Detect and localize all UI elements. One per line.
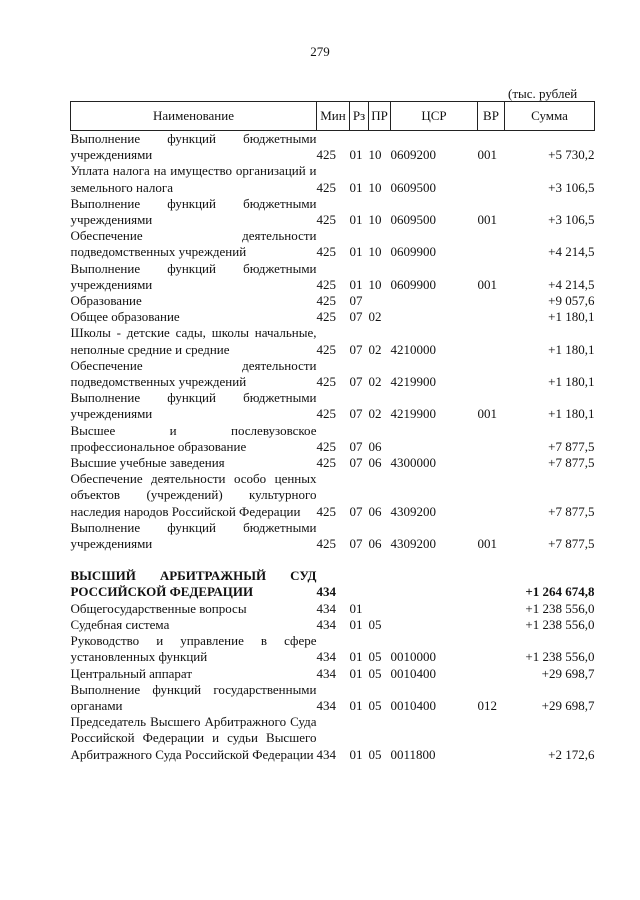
row-section-code: 01 [349, 600, 363, 616]
row-expense-type-code: 012 [477, 697, 497, 713]
row-amount: +1 264 674,8 [525, 584, 595, 600]
row-name: Выполнение функций бюджетными учреждениями [70, 131, 317, 163]
row-expense-type-code [478, 601, 505, 617]
row-subsection-code: 10 [368, 212, 382, 228]
row-target-article-code: 0609200 [390, 147, 436, 163]
header-vr: ВР [478, 102, 505, 131]
row-section-code: 07 [349, 374, 363, 390]
row-section-code: 07 [349, 309, 363, 325]
row-section-code: 07 [349, 536, 363, 552]
row-section-code: 01 [349, 746, 363, 762]
table-row [71, 228, 595, 260]
table-row [71, 633, 595, 665]
row-subsection-code: 10 [368, 244, 382, 260]
row-amount: +7 877,5 [548, 455, 595, 471]
row-target-article-code [391, 568, 478, 600]
header-name: Наименование [71, 102, 317, 131]
row-name: Судебная система [70, 616, 170, 632]
row-section-code: 07 [349, 503, 363, 519]
row-ministry-code: 425 [316, 455, 336, 471]
row-ministry-code: 425 [316, 374, 336, 390]
row-ministry-code: 434 [316, 600, 336, 616]
row-amount: +7 877,5 [548, 503, 595, 519]
row-subsection-code: 10 [368, 179, 382, 195]
header-sum: Сумма [505, 102, 595, 131]
header-pr: ПР [369, 102, 391, 131]
table-header [71, 102, 595, 131]
header-rz: Рз [350, 102, 369, 131]
table-row [71, 293, 595, 309]
row-subsection-code [369, 293, 391, 309]
row-name: Обеспечение деятельности особо ценных объектов (учреждений) культурного наследия народов Российской Федерации [70, 471, 317, 519]
row-ministry-code: 434 [316, 746, 336, 762]
row-expense-type-code: 001 [477, 536, 497, 552]
row-amount: +4 214,5 [548, 244, 595, 260]
row-section-code: 01 [349, 665, 363, 681]
table-row [71, 601, 595, 617]
row-target-article-code [391, 423, 478, 455]
table-row [71, 666, 595, 682]
row-section-code: 01 [349, 697, 363, 713]
row-amount: +1 238 556,0 [525, 649, 595, 665]
row-amount: +29 698,7 [541, 697, 595, 713]
table-row [71, 520, 595, 552]
row-subsection-code: 05 [368, 697, 382, 713]
row-expense-type-code: 001 [477, 212, 497, 228]
row-section-code: 01 [349, 147, 363, 163]
table-row [71, 423, 595, 455]
row-expense-type-code [478, 325, 505, 357]
row-amount: +3 106,5 [548, 179, 595, 195]
row-subsection-code: 06 [368, 503, 382, 519]
row-subsection-code: 02 [368, 406, 382, 422]
table-row [71, 196, 595, 228]
row-expense-type-code [478, 423, 505, 455]
row-name: Общегосударственные вопросы [70, 600, 247, 616]
spacer-cell [71, 552, 595, 568]
row-ministry-code: 425 [316, 179, 336, 195]
row-target-article-code: 0609900 [390, 244, 436, 260]
table-row [71, 682, 595, 714]
row-amount: +29 698,7 [541, 665, 595, 681]
row-ministry-code: 425 [316, 536, 336, 552]
row-amount: +1 180,1 [548, 406, 595, 422]
row-expense-type-code [478, 293, 505, 309]
page-number: 279 [310, 44, 330, 59]
row-subsection-code: 10 [368, 276, 382, 292]
row-subsection-code: 06 [368, 536, 382, 552]
row-subsection-code: 06 [368, 455, 382, 471]
row-target-article-code: 4210000 [390, 341, 436, 357]
row-ministry-code: 434 [316, 584, 336, 600]
row-expense-type-code [478, 617, 505, 633]
row-expense-type-code [478, 471, 505, 520]
row-section-code: 07 [349, 438, 363, 454]
row-target-article-code: 0609500 [390, 179, 436, 195]
units-note: (тыс. рублей [508, 86, 578, 101]
row-name: Уплата налога на имущество организаций и земельного налога [70, 163, 317, 195]
table-row [71, 261, 595, 293]
row-target-article-code: 0609900 [390, 276, 436, 292]
row-subsection-code [369, 568, 391, 600]
row-target-article-code: 4219900 [390, 374, 436, 390]
row-amount: +1 180,1 [548, 374, 595, 390]
row-amount: +1 180,1 [548, 341, 595, 357]
row-amount: +1 238 556,0 [525, 600, 595, 616]
row-section-code [350, 568, 369, 600]
row-section-code: 07 [349, 341, 363, 357]
row-ministry-code: 425 [316, 341, 336, 357]
row-ministry-code: 425 [316, 438, 336, 454]
table-row [71, 309, 595, 325]
row-name: Выполнение функций бюджетными учреждениями [70, 195, 317, 228]
row-expense-type-code [478, 633, 505, 665]
row-name: ВЫСШИЙ АРБИТРАЖНЫЙ СУД РОССИЙСКОЙ ФЕДЕРАЦИИ [70, 568, 317, 600]
row-name: Общее образование [70, 309, 180, 325]
row-expense-type-code [478, 666, 505, 682]
table-row [71, 568, 595, 600]
section-spacer [71, 552, 595, 568]
row-amount: +9 057,6 [548, 293, 595, 309]
row-name: Обеспечение деятельности подведомственных учреждений [70, 228, 317, 260]
row-ministry-code: 425 [316, 309, 336, 325]
row-amount: +5 730,2 [548, 147, 595, 163]
table-row [71, 131, 595, 164]
row-target-article-code: 4219900 [390, 406, 436, 422]
row-name: Выполнение функций государственными органами [70, 681, 317, 713]
row-expense-type-code: 001 [477, 406, 497, 422]
row-amount: +1 238 556,0 [525, 616, 595, 632]
row-name: Руководство и управление в сфере установленных функций [70, 633, 317, 665]
table-row [71, 455, 595, 471]
row-target-article-code [391, 617, 478, 633]
table-row [71, 714, 595, 763]
row-ministry-code: 425 [316, 406, 336, 422]
row-expense-type-code [478, 358, 505, 390]
row-ministry-code: 425 [316, 212, 336, 228]
row-subsection-code: 02 [368, 341, 382, 357]
row-target-article-code: 4300000 [390, 455, 436, 471]
row-target-article-code: 4309200 [390, 536, 436, 552]
row-target-article-code: 0010000 [390, 649, 436, 665]
row-expense-type-code [478, 455, 505, 471]
row-ministry-code: 434 [316, 665, 336, 681]
row-ministry-code: 425 [316, 276, 336, 292]
row-section-code: 01 [349, 616, 363, 632]
row-ministry-code: 425 [316, 293, 336, 309]
row-name: Центральный аппарат [70, 665, 193, 681]
row-ministry-code: 425 [316, 244, 336, 260]
row-target-article-code [391, 293, 478, 309]
table-body [71, 131, 595, 763]
row-expense-type-code [478, 163, 505, 195]
row-subsection-code: 02 [368, 309, 382, 325]
row-name: Обеспечение деятельности подведомственных учреждений [70, 357, 317, 390]
row-section-code: 01 [349, 244, 363, 260]
row-expense-type-code: 001 [477, 276, 497, 292]
row-ministry-code: 425 [316, 147, 336, 163]
row-ministry-code: 425 [316, 503, 336, 519]
row-subsection-code: 05 [368, 649, 382, 665]
row-expense-type-code [478, 309, 505, 325]
row-amount: +7 877,5 [548, 438, 595, 454]
row-target-article-code: 0010400 [390, 697, 436, 713]
row-ministry-code: 434 [316, 697, 336, 713]
row-target-article-code: 0011800 [390, 746, 436, 762]
row-name: Образование [70, 293, 142, 309]
table-row [71, 390, 595, 422]
header-csr: ЦСР [391, 102, 478, 131]
table-row [71, 325, 595, 357]
table-row [71, 358, 595, 390]
row-amount: +4 214,5 [548, 276, 595, 292]
row-name: Выполнение функций бюджетными учреждениями [70, 260, 317, 292]
row-amount: +3 106,5 [548, 212, 595, 228]
row-expense-type-code [478, 568, 505, 600]
row-subsection-code: 05 [368, 746, 382, 762]
row-name: Председатель Высшего Арбитражного Суда Российской Федерации и судьи Высшего Арбитражного Суда Российской Федерации [70, 714, 317, 762]
row-name: Высшее и послевузовское профессиональное образование [70, 422, 317, 454]
row-amount: +1 180,1 [548, 309, 595, 325]
row-ministry-code: 434 [316, 649, 336, 665]
row-subsection-code: 06 [368, 438, 382, 454]
row-section-code: 01 [349, 179, 363, 195]
row-target-article-code: 4309200 [390, 503, 436, 519]
row-section-code: 07 [349, 293, 363, 309]
row-subsection-code: 10 [368, 147, 382, 163]
row-section-code: 01 [349, 212, 363, 228]
row-target-article-code [391, 309, 478, 325]
row-expense-type-code: 001 [477, 147, 497, 163]
row-target-article-code [391, 601, 478, 617]
table-row [71, 163, 595, 195]
header-min: Мин [317, 102, 350, 131]
row-section-code: 01 [349, 649, 363, 665]
row-section-code: 07 [349, 406, 363, 422]
row-amount: +7 877,5 [548, 536, 595, 552]
row-ministry-code: 434 [316, 616, 336, 632]
row-section-code: 07 [349, 455, 363, 471]
row-name: Выполнение функций бюджетными учреждениями [70, 519, 317, 552]
row-subsection-code [369, 601, 391, 617]
row-section-code: 01 [349, 276, 363, 292]
row-expense-type-code [478, 714, 505, 763]
table-row [71, 617, 595, 633]
row-subsection-code: 05 [368, 616, 382, 632]
row-subsection-code: 05 [368, 665, 382, 681]
row-subsection-code: 02 [368, 374, 382, 390]
row-expense-type-code [478, 228, 505, 260]
row-amount: +2 172,6 [548, 746, 595, 762]
row-name: Выполнение функций бюджетными учреждениями [70, 390, 317, 422]
row-name: Школы - детские сады, школы начальные, неполные средние и средние [70, 325, 317, 357]
row-target-article-code: 0609500 [390, 212, 436, 228]
row-name: Высшие учебные заведения [70, 455, 225, 471]
budget-table [70, 101, 595, 763]
row-target-article-code: 0010400 [390, 665, 436, 681]
table-row [71, 471, 595, 520]
